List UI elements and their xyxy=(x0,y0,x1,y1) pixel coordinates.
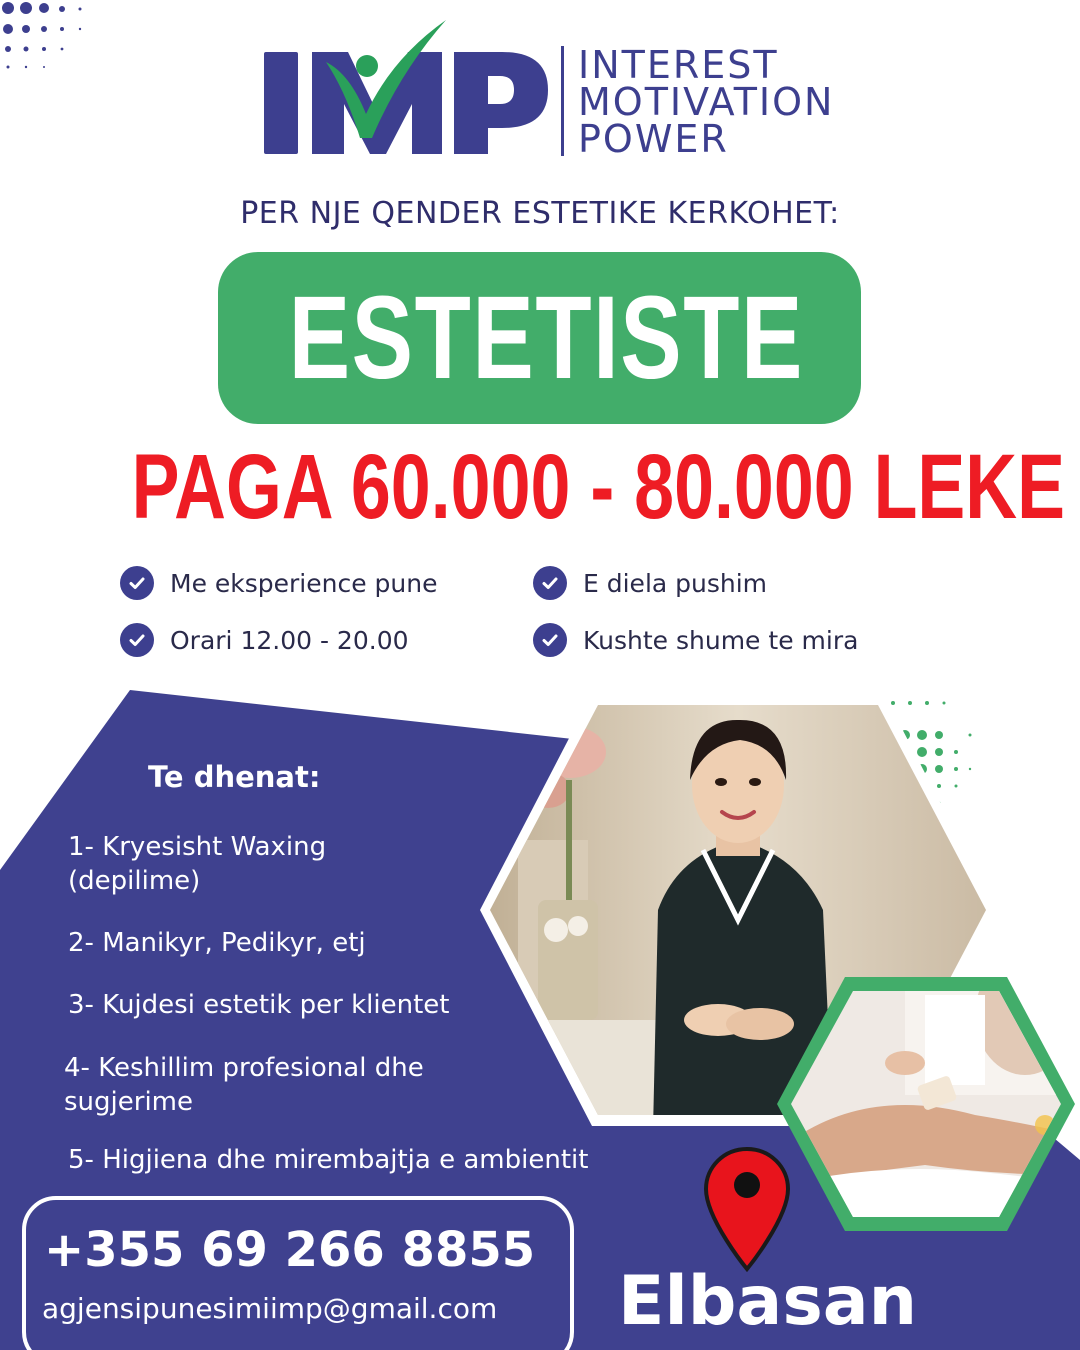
map-pin-icon xyxy=(702,1145,792,1273)
feature-text: Kushte shume te mira xyxy=(583,625,859,655)
detail-item-line1: 4- Keshillim profesional dhe xyxy=(64,1053,424,1083)
detail-item-line1: 3- Kujdesi estetik per klientet xyxy=(68,990,450,1020)
detail-item-line1: 5- Higjiena dhe mirembajtja e ambientit xyxy=(68,1145,589,1175)
detail-item-line1: 2- Manikyr, Pedikyr, etj xyxy=(68,928,366,958)
feature-text: Orari 12.00 - 20.00 xyxy=(170,625,409,655)
detail-item xyxy=(64,1051,424,1119)
detail-item-line1: 1- Kryesisht Waxing xyxy=(68,832,327,862)
detail-item xyxy=(68,926,366,960)
job-title: ESTETISTE xyxy=(288,272,804,404)
details-title: Te dhenat: xyxy=(148,760,321,794)
salary-text: PAGA 60.000 - 80.000 LEKE xyxy=(131,436,1065,538)
feature-text: Me eksperience pune xyxy=(170,568,438,598)
subtitle: PER NJE QENDER ESTETIKE KERKOHET: xyxy=(240,196,840,231)
detail-item xyxy=(68,988,449,1022)
location-city: Elbasan xyxy=(618,1262,918,1341)
logo-tagline-motivation: MOTIVATION xyxy=(578,80,835,124)
detail-item-line2: sugjerime xyxy=(64,1087,193,1117)
detail-item-line2: (depilime) xyxy=(68,866,201,896)
phone-number[interactable]: +355 69 266 8855 xyxy=(44,1222,536,1278)
detail-item xyxy=(68,1143,588,1177)
waxing-photo xyxy=(775,975,1077,1233)
logo-tagline-power: POWER xyxy=(578,117,729,161)
email-address[interactable]: agjensipunesimiimp@gmail.com xyxy=(42,1292,498,1325)
feature-text: E diela pushim xyxy=(583,568,768,598)
logo-tagline-interest: INTEREST xyxy=(578,43,779,87)
detail-item xyxy=(68,830,326,898)
